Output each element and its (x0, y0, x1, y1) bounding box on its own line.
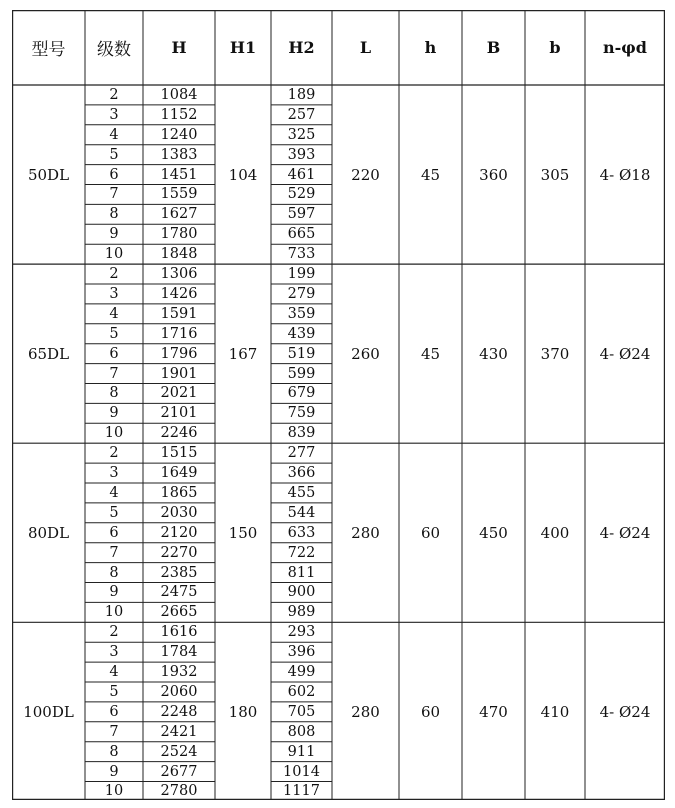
h2-cell: 279 (287, 285, 316, 302)
h-cell: 2101 (160, 405, 198, 422)
h2-cell: 277 (287, 445, 316, 462)
stage-cell: 6 (109, 524, 119, 541)
small-h-cell: 45 (420, 165, 441, 184)
nd-cell: 4- Ø24 (599, 702, 651, 721)
h2-cell: 499 (287, 664, 316, 681)
h2-cell: 1014 (283, 763, 320, 780)
h2-cell: 839 (287, 425, 316, 442)
stage-cell: 3 (109, 285, 119, 302)
h2-cell: 366 (287, 465, 316, 482)
h2-cell: 461 (287, 166, 316, 183)
stage-cell: 7 (109, 544, 119, 561)
stage-cell: 10 (104, 783, 124, 800)
h2-cell: 1117 (283, 783, 320, 800)
small-b-cell: 400 (540, 523, 570, 542)
stage-cell: 7 (109, 365, 119, 382)
h-cell: 1848 (160, 246, 198, 263)
h-cell: 1932 (160, 664, 198, 681)
h-cell: 2665 (160, 604, 198, 621)
stage-cell: 9 (109, 405, 119, 422)
stage-cell: 7 (109, 186, 119, 203)
stage-cell: 4 (109, 126, 119, 143)
header-3: H1 (229, 38, 257, 57)
h2-cell: 396 (287, 644, 316, 661)
header-0: 型号 (31, 40, 66, 60)
h2-cell: 597 (287, 206, 316, 223)
h-cell: 2120 (160, 524, 198, 541)
h-cell: 1716 (160, 325, 198, 342)
small-b-cell: 410 (540, 702, 570, 721)
small-h-cell: 60 (420, 523, 441, 542)
stage-cell: 8 (109, 206, 119, 223)
header-5: L (359, 38, 372, 57)
h1-cell: 104 (228, 165, 258, 184)
h2-cell: 544 (287, 504, 316, 521)
h2-cell: 529 (287, 186, 316, 203)
h2-cell: 733 (287, 246, 316, 263)
header-6: h (424, 38, 437, 57)
h2-cell: 393 (287, 146, 316, 163)
h2-cell: 599 (287, 365, 316, 382)
h2-cell: 722 (287, 544, 316, 561)
h2-cell: 759 (287, 405, 316, 422)
small-h-cell: 60 (420, 702, 441, 721)
h2-cell: 257 (287, 106, 316, 123)
header-8: b (549, 38, 561, 57)
stage-cell: 5 (109, 146, 119, 163)
h-cell: 2677 (160, 763, 198, 780)
l-cell: 220 (351, 165, 380, 184)
stage-cell: 8 (109, 564, 119, 581)
header-1: 级数 (97, 40, 131, 60)
l-cell: 280 (351, 702, 380, 721)
stage-cell: 2 (109, 86, 119, 103)
stage-cell: 3 (109, 106, 119, 123)
h-cell: 1784 (160, 644, 198, 661)
small-h-cell: 45 (420, 344, 441, 363)
h2-cell: 602 (287, 683, 316, 700)
stage-cell: 7 (109, 723, 119, 740)
model-cell: 100DL (23, 702, 74, 721)
stage-cell: 8 (109, 743, 119, 760)
h-cell: 1796 (160, 345, 198, 362)
h2-cell: 679 (287, 385, 316, 402)
h-cell: 1084 (160, 86, 198, 103)
h2-cell: 633 (287, 524, 316, 541)
h1-cell: 167 (228, 344, 258, 363)
h-cell: 1616 (160, 624, 198, 641)
stage-cell: 3 (109, 465, 119, 482)
nd-cell: 4- Ø24 (599, 523, 651, 542)
stage-cell: 6 (109, 703, 119, 720)
stage-cell: 2 (109, 445, 119, 462)
small-b-cell: 370 (540, 344, 570, 363)
stage-cell: 8 (109, 385, 119, 402)
h-cell: 2385 (160, 564, 198, 581)
h-cell: 1515 (160, 445, 198, 462)
h2-cell: 900 (287, 584, 316, 601)
h2-cell: 989 (287, 604, 316, 621)
h-cell: 2248 (160, 703, 198, 720)
b-cell: 450 (479, 523, 508, 542)
stage-cell: 6 (109, 166, 119, 183)
h2-cell: 808 (287, 723, 316, 740)
h-cell: 2780 (160, 783, 198, 800)
b-cell: 360 (479, 165, 508, 184)
h1-cell: 180 (228, 702, 258, 721)
header-7: B (486, 38, 501, 57)
h-cell: 1627 (160, 206, 198, 223)
h2-cell: 293 (287, 624, 316, 641)
h2-cell: 199 (287, 266, 316, 283)
header-9: n-φd (603, 38, 647, 57)
l-cell: 280 (351, 523, 380, 542)
stage-cell: 5 (109, 325, 119, 342)
model-cell: 65DL (27, 344, 70, 363)
h2-cell: 325 (287, 126, 316, 143)
h-cell: 2021 (160, 385, 198, 402)
stage-cell: 5 (109, 683, 119, 700)
h2-cell: 705 (287, 703, 316, 720)
h-cell: 1901 (160, 365, 198, 382)
model-cell: 80DL (27, 523, 70, 542)
h-cell: 1780 (160, 226, 198, 243)
b-cell: 470 (479, 702, 508, 721)
h2-cell: 189 (287, 86, 316, 103)
h-cell: 2421 (160, 723, 198, 740)
h-cell: 1426 (160, 285, 198, 302)
h-cell: 1559 (160, 186, 198, 203)
stage-cell: 2 (109, 266, 119, 283)
nd-cell: 4- Ø18 (599, 165, 651, 184)
model-cell: 50DL (27, 165, 70, 184)
nd-cell: 4- Ø24 (599, 344, 651, 363)
h-cell: 2524 (160, 743, 198, 760)
stage-cell: 2 (109, 624, 119, 641)
stage-cell: 10 (104, 246, 124, 263)
h2-cell: 811 (287, 564, 316, 581)
stage-cell: 3 (109, 644, 119, 661)
header-2: H (171, 38, 187, 57)
stage-cell: 9 (109, 763, 119, 780)
h2-cell: 439 (287, 325, 316, 342)
stage-cell: 10 (104, 425, 124, 442)
stage-cell: 4 (109, 484, 119, 501)
h-cell: 1451 (160, 166, 198, 183)
h-cell: 1306 (160, 266, 198, 283)
h-cell: 2030 (160, 504, 198, 521)
h-cell: 1649 (160, 465, 198, 482)
h-cell: 2270 (160, 544, 198, 561)
l-cell: 260 (351, 344, 380, 363)
h-cell: 2060 (160, 683, 198, 700)
h2-cell: 519 (287, 345, 316, 362)
stage-cell: 9 (109, 226, 119, 243)
h1-cell: 150 (228, 523, 258, 542)
h2-cell: 665 (287, 226, 316, 243)
stage-cell: 9 (109, 584, 119, 601)
header-4: H2 (288, 38, 315, 57)
stage-cell: 6 (109, 345, 119, 362)
h-cell: 1383 (160, 146, 198, 163)
stage-cell: 4 (109, 664, 119, 681)
h2-cell: 359 (287, 305, 316, 322)
h2-cell: 455 (287, 484, 316, 501)
stage-cell: 10 (104, 604, 124, 621)
h-cell: 1591 (160, 305, 198, 322)
b-cell: 430 (479, 344, 508, 363)
h-cell: 2475 (160, 584, 198, 601)
h-cell: 1865 (160, 484, 198, 501)
h-cell: 2246 (160, 425, 198, 442)
h-cell: 1240 (160, 126, 198, 143)
small-b-cell: 305 (540, 165, 570, 184)
stage-cell: 4 (109, 305, 119, 322)
h2-cell: 911 (287, 743, 316, 760)
dimension-table (12, 10, 665, 800)
stage-cell: 5 (109, 504, 119, 521)
h-cell: 1152 (160, 106, 198, 123)
